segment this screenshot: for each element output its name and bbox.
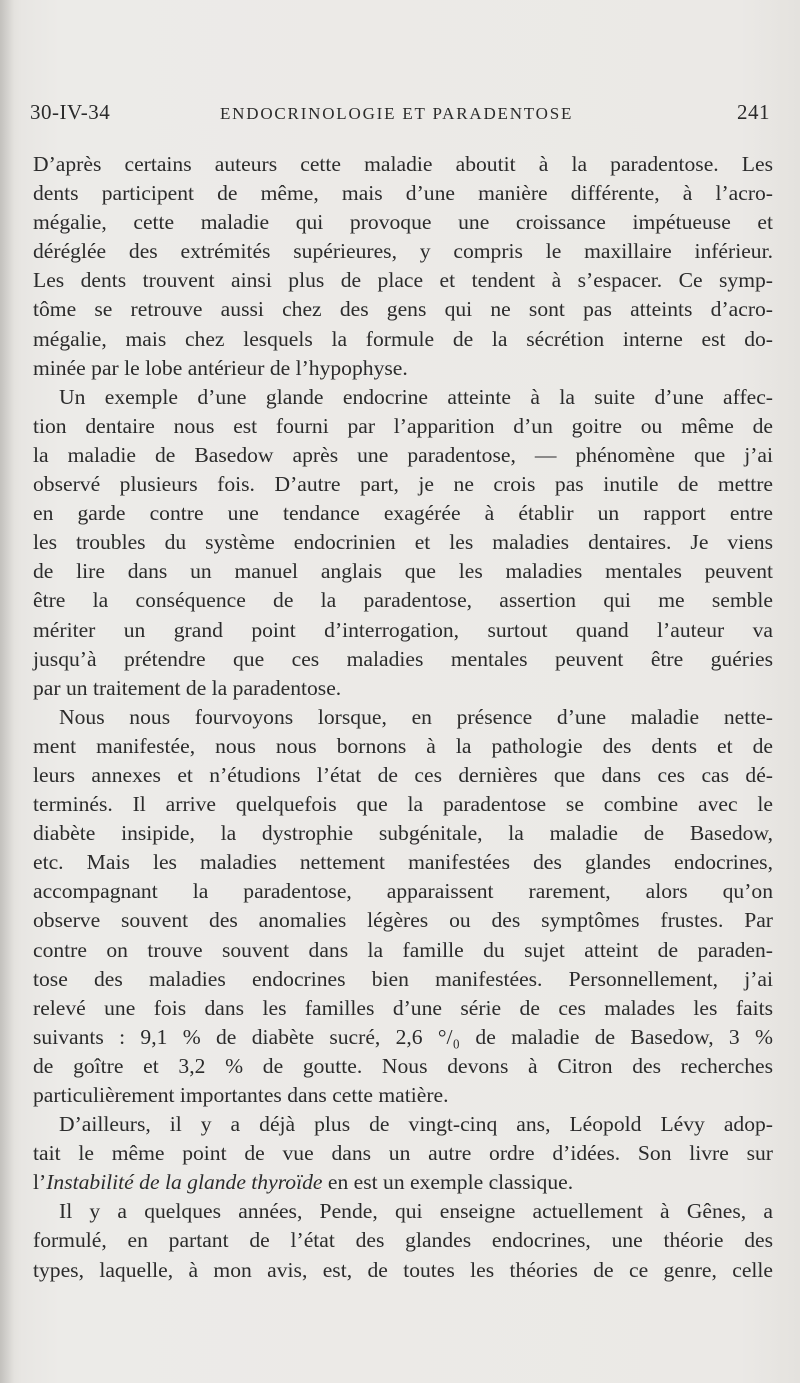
text-line: la maladie de Basedow après une paradentose, — phénomène que j’ai xyxy=(33,442,773,467)
paragraph-1 xyxy=(33,150,773,383)
text-line: minée par le lobe antérieur de l’hypophyse. xyxy=(33,355,408,380)
text-line: jusqu’à prétendre que ces maladies mentales peuvent être guéries xyxy=(33,646,773,671)
text-line: terminés. Il arrive quelquefois que la paradentose se combine avec le xyxy=(33,792,773,817)
text-line: être la conséquence de la paradentose, assertion qui me semble xyxy=(33,588,773,613)
text-line: suivants : 9,1 % de diabète sucré, 2,6 °/₀ de maladie de Basedow, 3 % xyxy=(33,1024,773,1049)
header-title: ENDOCRINOLOGIE ET PARADENTOSE xyxy=(220,104,574,123)
text-line: leurs annexes et n’étudions l’état de ces dernières que dans ces cas dé- xyxy=(33,762,773,787)
text-line: tose des maladies endocrines bien manifestées. Personnellement, j’ai xyxy=(33,966,773,991)
text-line: de goître et 3,2 % de goutte. Nous devons à Citron des recherches xyxy=(33,1053,773,1078)
text-line: déréglée des extrémités supérieures, y compris le maxillaire inférieur. xyxy=(33,239,773,264)
text-line: tion dentaire nous est fourni par l’apparition d’un goitre ou même de xyxy=(33,413,773,438)
text-line: D’après certains auteurs cette maladie aboutit à la paradentose. Les xyxy=(33,152,773,176)
paragraph-4 xyxy=(33,1110,773,1197)
text-fragment: en est un exemple classique. xyxy=(322,1170,574,1195)
text-line: contre on trouve souvent dans la famille du sujet atteint de paraden- xyxy=(33,937,773,962)
text-line: observe souvent des anomalies légères ou des symptômes frustes. Par xyxy=(33,908,773,933)
body-text xyxy=(33,150,773,1285)
text-line: observé plusieurs fois. D’autre part, je ne crois pas inutile de mettre xyxy=(33,472,773,497)
text-line: mériter un grand point d’interrogation, surtout quand l’auteur va xyxy=(33,617,773,642)
text-line: dents participent de même, mais d’une manière différente, à l’acro- xyxy=(33,181,773,206)
text-line: tôme se retrouve aussi chez des gens qui ne sont pas atteints d’acro- xyxy=(33,297,773,322)
book-title: Instabilité de la glande thyroïde xyxy=(46,1170,323,1195)
paragraph-5 xyxy=(33,1197,773,1284)
text-line: Les dents trouvent ainsi plus de place et tendent à s’espacer. Ce symp- xyxy=(33,268,773,293)
text-line: Nous nous fourvoyons lorsque, en présence d’une maladie nette- xyxy=(59,704,773,729)
text-line: de lire dans un manuel anglais que les maladies mentales peuvent xyxy=(33,559,773,584)
text-line: mégalie, mais chez lesquels la formule de la sécrétion interne est do- xyxy=(33,326,773,351)
text-line: Il y a quelques années, Pende, qui enseigne actuellement à Gênes, a xyxy=(59,1199,773,1224)
text-line: particulièrement importantes dans cette matière. xyxy=(33,1083,449,1107)
text-line: types, laquelle, à mon avis, est, de toutes les théories de ce genre, celle xyxy=(33,1257,773,1282)
text-line: tait le même point de vue dans un autre ordre d’idées. Son livre sur xyxy=(33,1141,773,1166)
text-line: accompagnant la paradentose, apparaissent rarement, alors qu’on xyxy=(33,879,773,904)
text-line: formulé, en partant de l’état des glandes endocrines, une théorie des xyxy=(33,1228,773,1253)
text-line: ment manifestée, nous nous bornons à la pathologie des dents et de xyxy=(33,733,773,758)
text-line: mégalie, cette maladie qui provoque une croissance impétueuse et xyxy=(33,210,773,235)
page-number: 241 xyxy=(737,100,770,124)
text-line: etc. Mais les maladies nettement manifestées des glandes endocrines, xyxy=(33,850,773,875)
text-line: par un traitement de la paradentose. xyxy=(33,675,342,700)
text-line: Un exemple d’une glande endocrine atteinte à la suite d’une affec- xyxy=(59,384,773,409)
text-line xyxy=(33,1168,773,1197)
header-date: 30-IV-34 xyxy=(30,100,111,124)
binding-shadow xyxy=(0,0,14,1383)
paragraph-2 xyxy=(33,383,773,703)
text-line: relevé une fois dans les familles d’une série de ces malades les faits xyxy=(33,995,773,1020)
paragraph-3 xyxy=(33,703,773,1110)
text-fragment: l’ xyxy=(33,1170,47,1195)
text-line: diabète insipide, la dystrophie subgénitale, la maladie de Basedow, xyxy=(33,821,773,846)
running-header xyxy=(30,100,770,130)
text-line: D’ailleurs, il y a déjà plus de vingt-cinq ans, Léopold Lévy adop- xyxy=(59,1112,773,1137)
text-line: les troubles du système endocrinien et les maladies dentaires. Je viens xyxy=(33,530,773,555)
text-line: en garde contre une tendance exagérée à établir un rapport entre xyxy=(33,501,773,526)
